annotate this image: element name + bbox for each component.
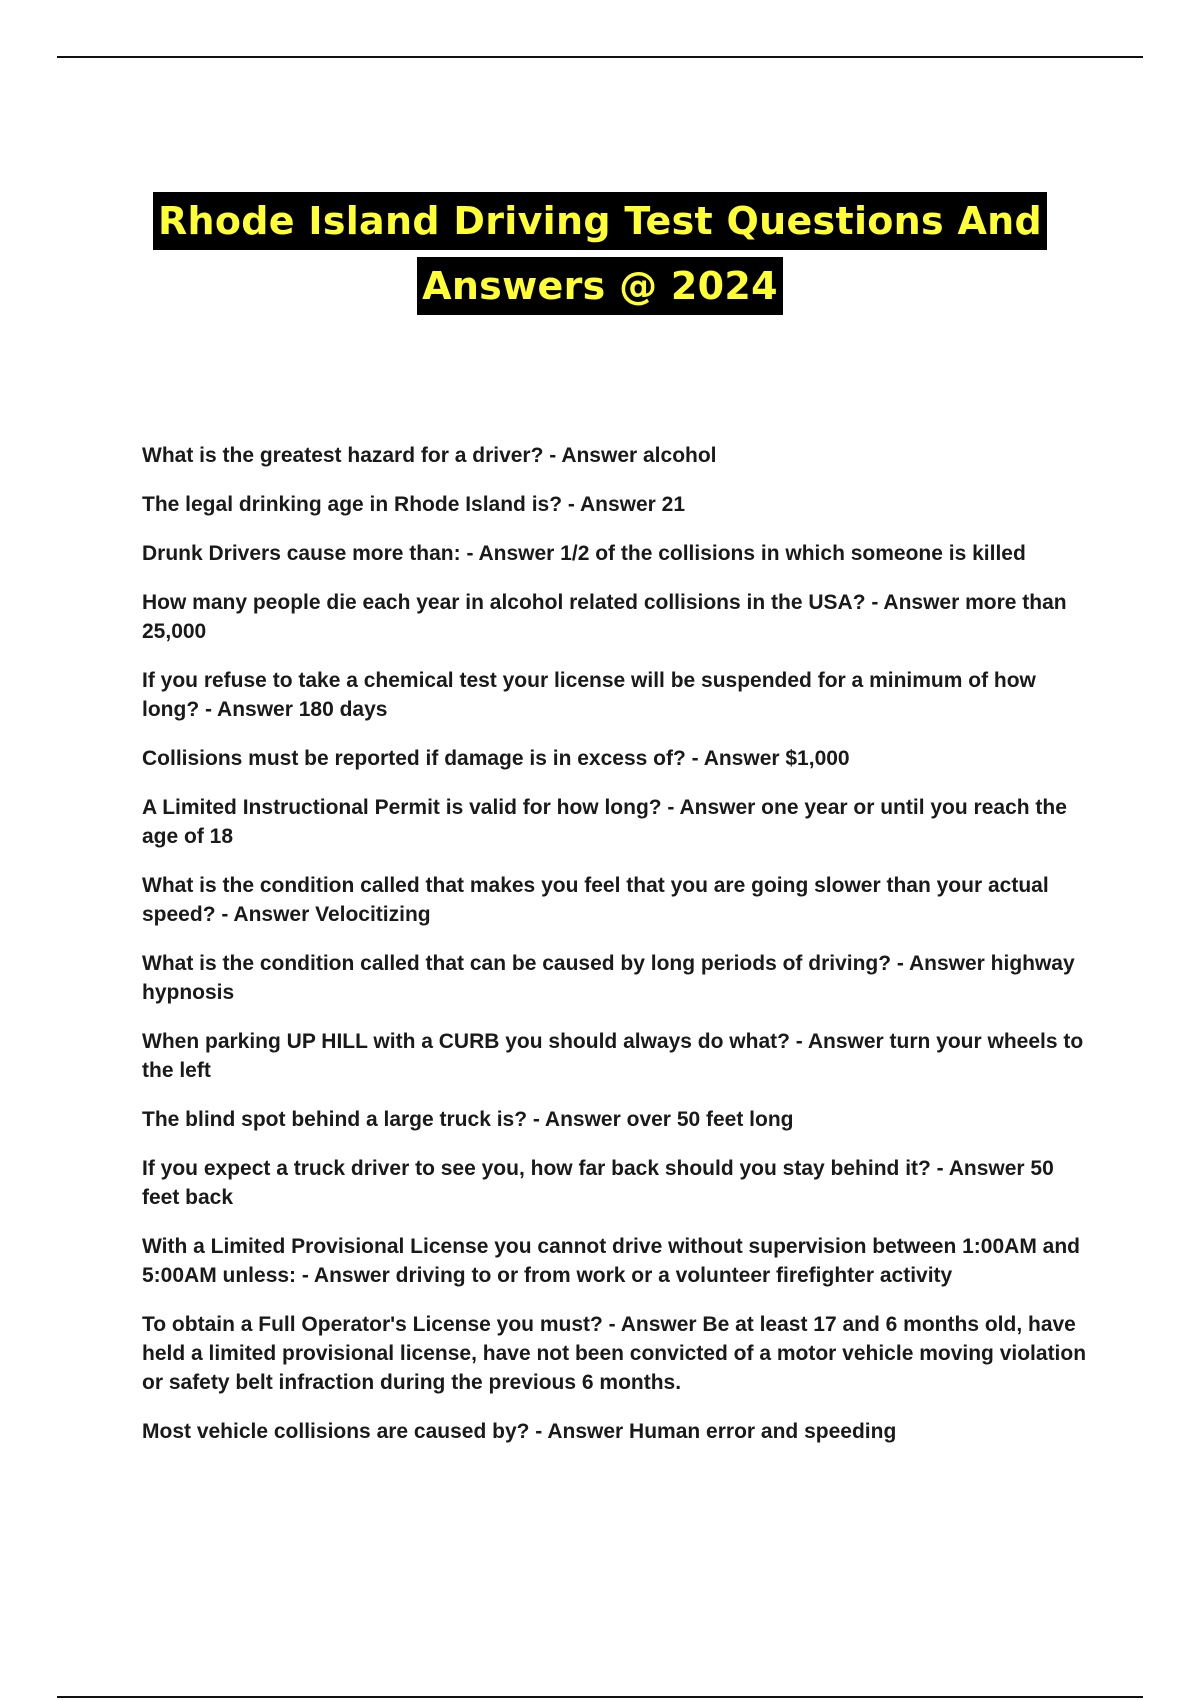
qa-item: The legal drinking age in Rhode Island is? - Answer 21	[142, 493, 685, 516]
qa-item: Drunk Drivers cause more than: - Answer 1/2 of the collisions in which someone is killed	[142, 542, 1026, 565]
qa-item: With a Limited Provisional License you cannot drive without supervision between 1:00AM and 5:00AM unless: - Answer driving to or from work or a volunteer firefighter activity	[142, 1235, 1080, 1287]
qa-item: What is the greatest hazard for a driver? - Answer alcohol	[142, 444, 717, 467]
title-line-1: Rhode Island Driving Test Questions And	[153, 192, 1047, 250]
qa-item: To obtain a Full Operator's License you must? - Answer Be at least 17 and 6 months old, have held a limited provisional license, have not been convicted of a motor vehicle moving violation or safety belt infraction during the previous 6 months.	[142, 1313, 1087, 1394]
qa-item: How many people die each year in alcohol related collisions in the USA? - Answer more than 25,000	[142, 591, 1067, 643]
qa-item: Collisions must be reported if damage is in excess of? - Answer $1,000	[142, 747, 850, 770]
qa-item: Most vehicle collisions are caused by? - Answer Human error and speeding	[142, 1420, 897, 1443]
qa-list	[142, 441, 1092, 1466]
bottom-divider	[57, 1696, 1143, 1698]
qa-item: The blind spot behind a large truck is? - Answer over 50 feet long	[142, 1108, 794, 1131]
title-line-2: Answers @ 2024	[417, 257, 783, 315]
top-divider	[57, 56, 1143, 58]
document-title	[0, 192, 1200, 315]
qa-item: When parking UP HILL with a CURB you should always do what? - Answer turn your wheels to the left	[142, 1030, 1084, 1082]
qa-item: What is the condition called that can be caused by long periods of driving? - Answer highway hypnosis	[142, 952, 1075, 1004]
qa-item: What is the condition called that makes you feel that you are going slower than your actual speed? - Answer Velocitizing	[142, 874, 1049, 926]
qa-item: If you expect a truck driver to see you, how far back should you stay behind it? - Answer 50 feet back	[142, 1157, 1054, 1209]
qa-item: If you refuse to take a chemical test your license will be suspended for a minimum of how long? - Answer 180 days	[142, 669, 1036, 721]
qa-item: A Limited Instructional Permit is valid for how long? - Answer one year or until you reach the age of 18	[142, 796, 1067, 848]
